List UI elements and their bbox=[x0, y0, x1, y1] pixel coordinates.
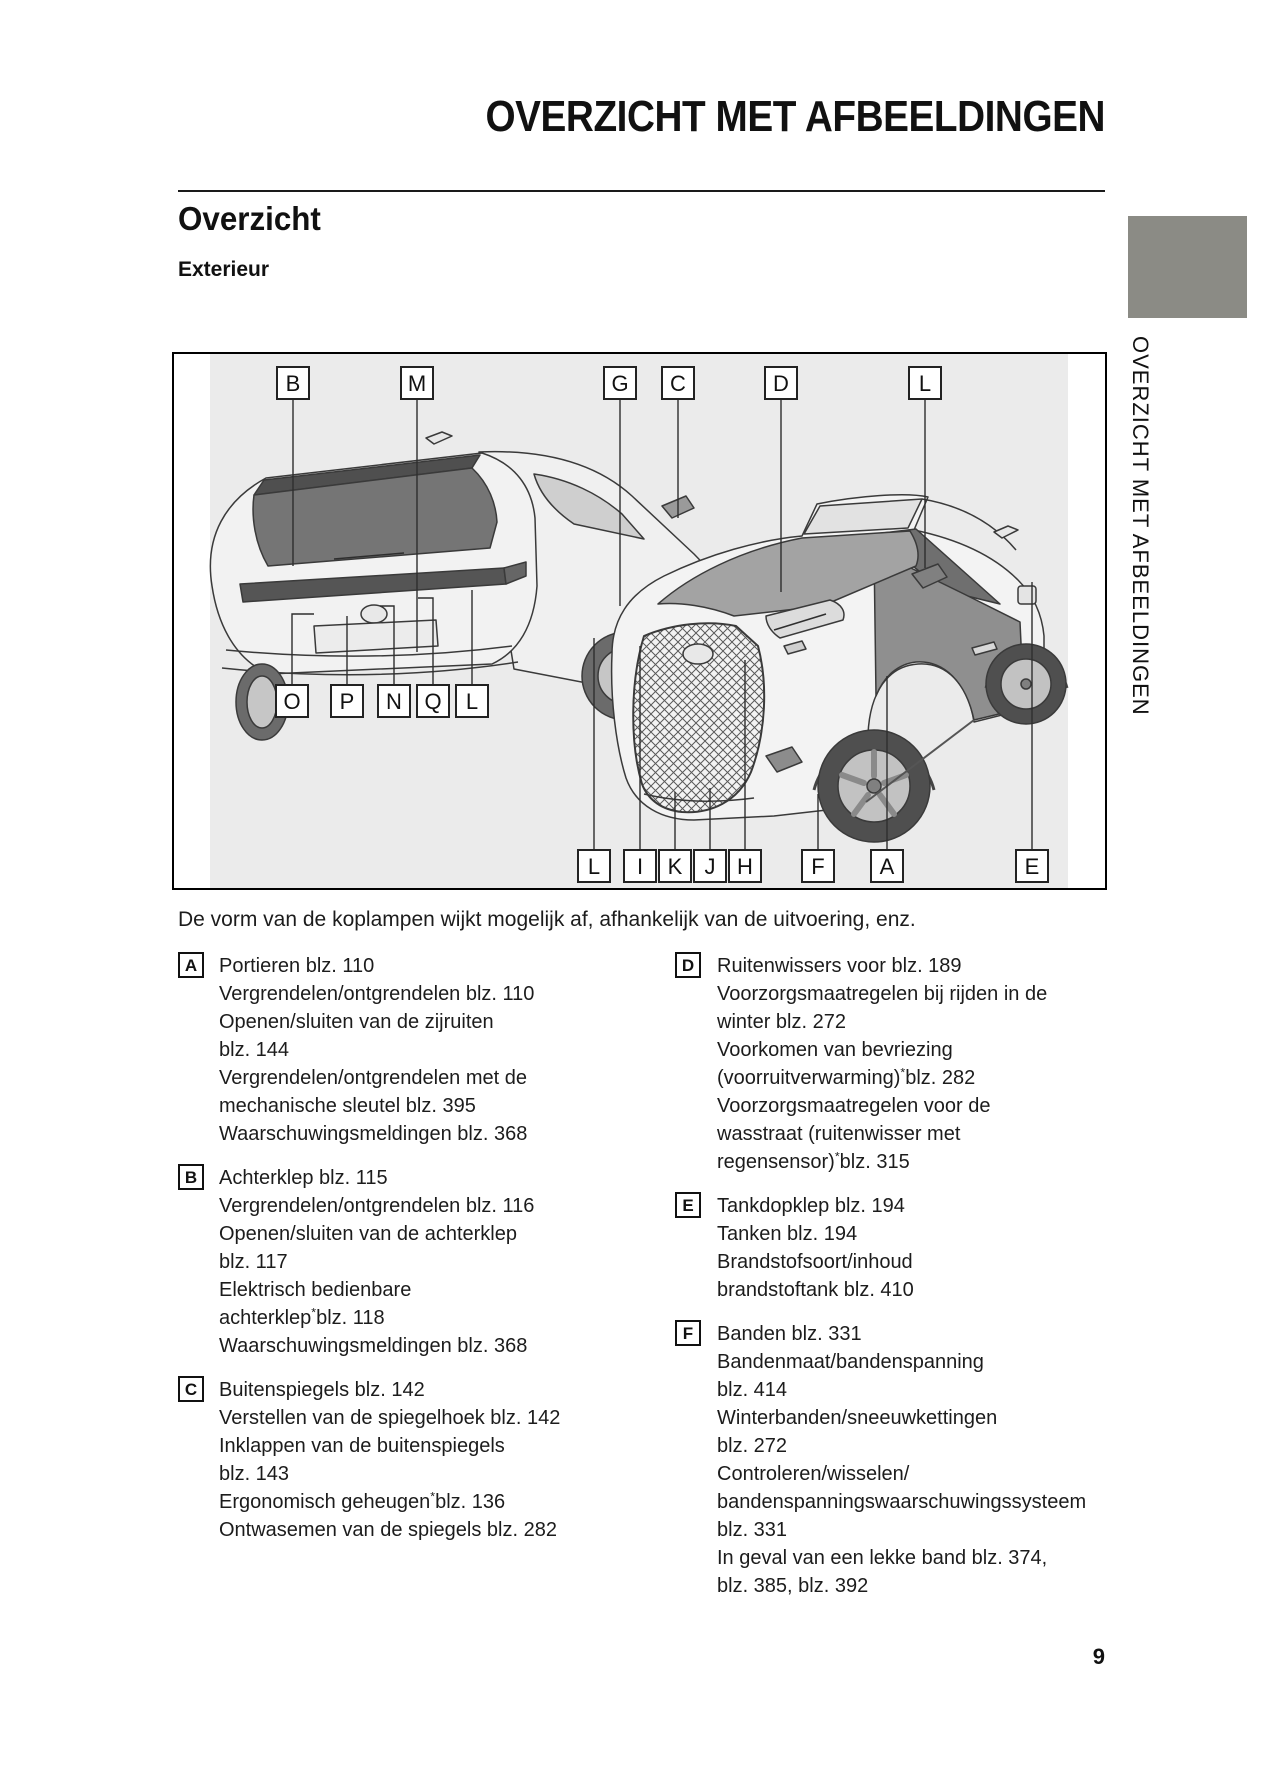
item-F-line-9: In geval van een lekke band blz. 374, bbox=[717, 1547, 1048, 1569]
item-B-line-1: Achterklep blz. 115 bbox=[219, 1167, 388, 1189]
page-number: 9 bbox=[1092, 1644, 1105, 1669]
exterior-overview-diagram bbox=[172, 352, 1107, 890]
item-D-line-8: regensensor)*blz. 315 bbox=[717, 1149, 910, 1173]
item-F-line-6: Controleren/wisselen/ bbox=[717, 1463, 910, 1485]
diagram-label-letter-D: D bbox=[773, 371, 789, 396]
diagram-label-letter-Q: Q bbox=[424, 689, 442, 714]
diagram-note: De vorm van de koplampen wijkt mogelijk af, afhankelijk van de uitvoering, enz. bbox=[178, 908, 916, 931]
item-letter-badge-D: D bbox=[675, 952, 701, 978]
item-C-line-5: Ergonomisch geheugen*blz. 136 bbox=[219, 1489, 506, 1513]
item-F-line-7: bandenspanningswaarschuwingssysteem bbox=[717, 1491, 1087, 1513]
subsection-heading: Exterieur bbox=[178, 258, 270, 281]
item-B-line-3: Openen/sluiten van de achterklep bbox=[219, 1223, 517, 1245]
front-emblem bbox=[683, 644, 713, 664]
chapter-tab-marker bbox=[1128, 216, 1247, 318]
asterisk-footnote-marker: * bbox=[311, 1305, 317, 1320]
item-letter-badge-A: A bbox=[178, 952, 204, 978]
fuel-door bbox=[1018, 586, 1036, 604]
item-D-line-1: Ruitenwissers voor blz. 189 bbox=[717, 955, 962, 977]
item-A-line-3: Openen/sluiten van de zijruiten bbox=[219, 1011, 494, 1033]
asterisk-footnote-marker: * bbox=[430, 1489, 436, 1504]
diagram-label-letter-L: L bbox=[918, 371, 932, 396]
diagram-label-letter-N: N bbox=[386, 689, 402, 714]
sidebar-vertical-chapter-title: OVERZICHT MET AFBEELDINGEN bbox=[1128, 336, 1153, 716]
item-D-line-2: Voorzorgsmaatregelen bij rijden in de bbox=[717, 983, 1048, 1005]
item-F-line-3: blz. 414 bbox=[717, 1379, 788, 1401]
diagram-label-letter-P: P bbox=[339, 689, 355, 714]
item-C-line-1: Buitenspiegels blz. 142 bbox=[219, 1379, 425, 1401]
item-letter-badge-E: E bbox=[675, 1192, 701, 1218]
diagram-label-letter-C: C bbox=[670, 371, 686, 396]
diagram-label-letter-A: A bbox=[879, 854, 895, 879]
item-B-line-2: Vergrendelen/ontgrendelen blz. 116 bbox=[219, 1195, 535, 1217]
item-letter-badge-C: C bbox=[178, 1376, 204, 1402]
asterisk-footnote-marker: * bbox=[900, 1065, 906, 1080]
item-letter-badge-B: B bbox=[178, 1164, 204, 1190]
diagram-label-letter-H: H bbox=[737, 854, 753, 879]
item-C-line-6: Ontwasemen van de spiegels blz. 282 bbox=[219, 1519, 557, 1541]
item-E-line-3: Brandstofsoort/inhoud bbox=[717, 1251, 913, 1273]
diagram-label-letter-L: L bbox=[465, 689, 479, 714]
item-B-line-7: Waarschuwingsmeldingen blz. 368 bbox=[219, 1335, 528, 1357]
diagram-label-letter-I: I bbox=[636, 854, 644, 879]
diagram-label-letter-L: L bbox=[587, 854, 601, 879]
item-B-line-6: achterklep*blz. 118 bbox=[219, 1305, 385, 1329]
item-C-line-2: Verstellen van de spiegelhoek blz. 142 bbox=[219, 1407, 561, 1429]
diagram-label-letter-K: K bbox=[667, 854, 683, 879]
item-F-line-2: Bandenmaat/bandenspanning bbox=[717, 1351, 984, 1373]
item-A-line-1: Portieren blz. 110 bbox=[219, 955, 375, 977]
item-A-line-4: blz. 144 bbox=[219, 1039, 290, 1061]
item-A-line-2: Vergrendelen/ontgrendelen blz. 110 bbox=[219, 983, 535, 1005]
item-F-line-1: Banden blz. 331 bbox=[717, 1323, 862, 1345]
asterisk-footnote-marker: * bbox=[834, 1149, 840, 1164]
car-diagram-svg bbox=[174, 354, 1105, 888]
item-C-line-3: Inklappen van de buitenspiegels bbox=[219, 1435, 505, 1457]
item-D-line-3: winter blz. 272 bbox=[717, 1011, 846, 1033]
rear-emblem bbox=[361, 605, 387, 623]
item-A-line-6: mechanische sleutel blz. 395 bbox=[219, 1095, 476, 1117]
item-letter-badge-F: F bbox=[675, 1320, 701, 1346]
item-D-line-7: wasstraat (ruitenwisser met bbox=[717, 1123, 961, 1145]
item-D-line-6: Voorzorgsmaatregelen voor de bbox=[717, 1095, 991, 1117]
item-E-line-4: brandstoftank blz. 410 bbox=[717, 1279, 914, 1301]
page-title: OVERZICHT MET AFBEELDINGEN bbox=[485, 92, 1105, 141]
item-A-line-5: Vergrendelen/ontgrendelen met de bbox=[219, 1067, 528, 1089]
diagram-label-letter-F: F bbox=[811, 854, 825, 879]
item-F-line-4: Winterbanden/sneeuwkettingen bbox=[717, 1407, 998, 1429]
item-C-line-4: blz. 143 bbox=[219, 1463, 290, 1485]
item-A-line-7: Waarschuwingsmeldingen blz. 368 bbox=[219, 1123, 528, 1145]
item-E-line-1: Tankdopklep blz. 194 bbox=[717, 1195, 905, 1217]
diagram-label-letter-B: B bbox=[285, 371, 301, 396]
item-F-line-5: blz. 272 bbox=[717, 1435, 788, 1457]
item-B-line-5: Elektrisch bedienbare bbox=[219, 1279, 412, 1301]
diagram-label-letter-M: M bbox=[407, 371, 427, 396]
diagram-label-letter-E: E bbox=[1024, 854, 1040, 879]
title-divider-rule bbox=[178, 190, 1105, 192]
diagram-label-letter-J: J bbox=[704, 854, 716, 879]
item-D-line-4: Voorkomen van bevriezing bbox=[717, 1039, 953, 1061]
item-F-line-8: blz. 331 bbox=[717, 1519, 788, 1541]
diagram-label-letter-G: G bbox=[611, 371, 629, 396]
diagram-label-letter-O: O bbox=[283, 689, 301, 714]
item-D-line-5: (voorruitverwarming)*blz. 282 bbox=[717, 1065, 976, 1089]
section-heading: Overzicht bbox=[178, 200, 321, 237]
item-B-line-4: blz. 117 bbox=[219, 1251, 288, 1273]
item-F-line-10: blz. 385, blz. 392 bbox=[717, 1575, 869, 1597]
item-E-line-2: Tanken blz. 194 bbox=[717, 1223, 858, 1245]
